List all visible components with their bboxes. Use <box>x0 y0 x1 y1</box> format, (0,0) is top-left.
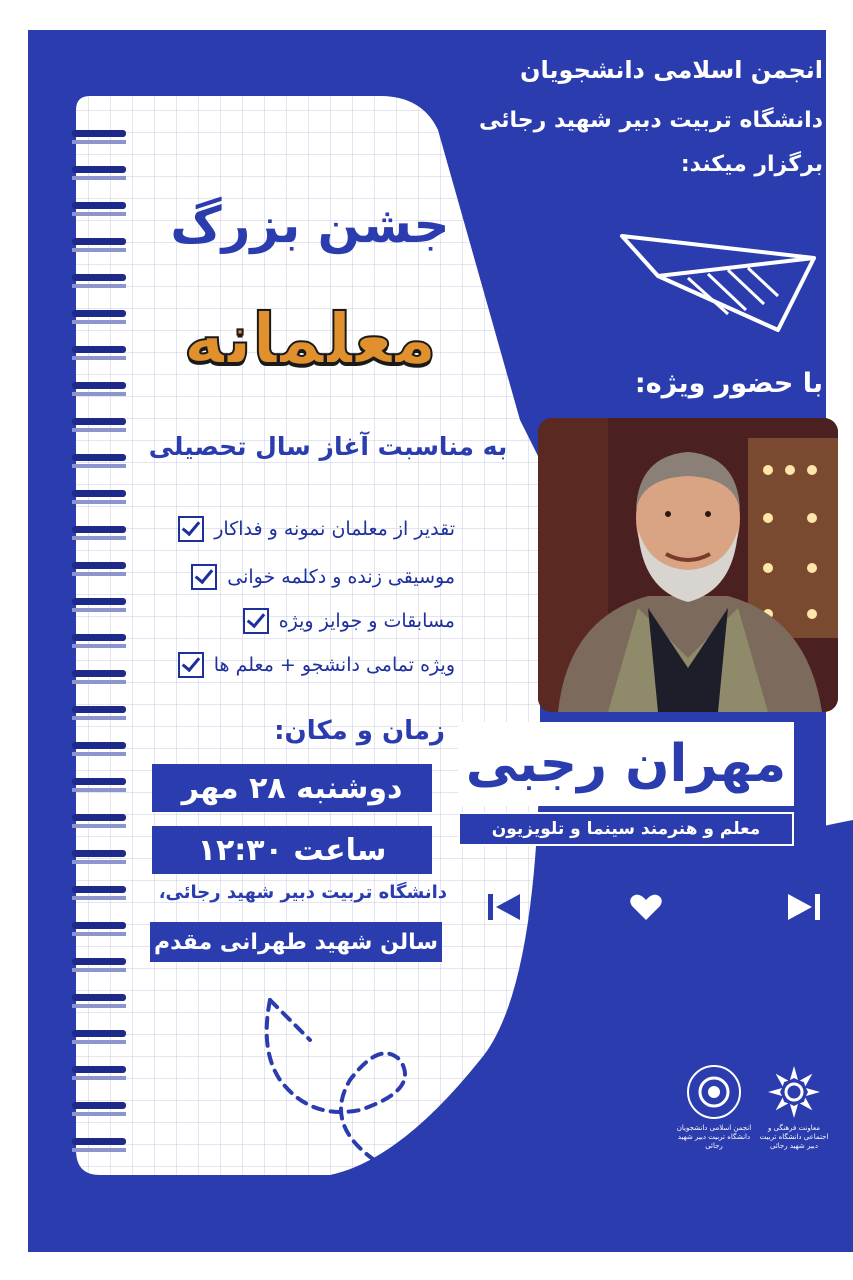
binding-ring-shadow <box>72 320 126 324</box>
feature-text: تقدیر از معلمان نمونه و فداکار <box>214 518 455 540</box>
event-hall: سالن شهید طهرانی مقدم <box>150 922 442 962</box>
binding-ring-shadow <box>72 1148 126 1152</box>
feature-text: ویژه تمامی دانشجو + معلم ها <box>213 654 455 676</box>
event-time: ساعت ۱۲:۳۰ <box>152 826 432 874</box>
binding-ring-shadow <box>72 284 126 288</box>
organizer-line-2: دانشگاه تربیت دبیر شهید رجائی <box>479 108 823 133</box>
guest-photo <box>538 418 838 712</box>
skip-back-icon <box>486 892 522 922</box>
feature-item <box>243 604 455 638</box>
occasion-text: به مناسبت آغاز سال تحصیلی <box>148 432 508 461</box>
title-line-2: معلمانه <box>183 298 437 380</box>
event-venue: دانشگاه تربیت دبیر شهید رجائی، <box>158 882 447 903</box>
binding-ring <box>72 958 126 965</box>
binding-ring-shadow <box>72 176 126 180</box>
organizer-line-3: برگزار میکند: <box>680 152 823 177</box>
feature-item <box>178 648 455 682</box>
student-association-logo-caption: انجمن اسلامی دانشجویان دانشگاه تربیت دبیر شهید رجائی <box>676 1124 752 1150</box>
checkbox-icon <box>243 608 269 634</box>
feature-text: مسابقات و جوایز ویژه <box>278 610 455 632</box>
binding-ring <box>72 850 126 857</box>
binding-ring-shadow <box>72 392 126 396</box>
binding-ring-shadow <box>72 860 126 864</box>
checkbox-icon <box>191 564 217 590</box>
binding-ring <box>72 526 126 533</box>
binding-ring-shadow <box>72 500 126 504</box>
binding-ring-shadow <box>72 572 126 576</box>
binding-ring-shadow <box>72 752 126 756</box>
binding-ring <box>72 778 126 785</box>
binding-ring <box>72 238 126 245</box>
binding-ring-shadow <box>72 896 126 900</box>
dashed-doodle <box>240 990 440 1180</box>
binding-ring <box>72 274 126 281</box>
binding-ring-shadow <box>72 1004 126 1008</box>
binding-ring-shadow <box>72 1040 126 1044</box>
binding-ring <box>72 1102 126 1109</box>
binding-ring-shadow <box>72 356 126 360</box>
skip-forward-icon <box>786 892 822 922</box>
binding-ring-shadow <box>72 464 126 468</box>
guest-name: مهران رجبی <box>465 734 787 794</box>
special-guest-label: با حضور ویژه: <box>634 368 823 399</box>
binding-ring <box>72 1030 126 1037</box>
binding-ring <box>72 598 126 605</box>
binding-ring-shadow <box>72 824 126 828</box>
binding-ring <box>72 382 126 389</box>
binding-ring-shadow <box>72 680 126 684</box>
binding-ring <box>72 562 126 569</box>
binding-ring-shadow <box>72 644 126 648</box>
binding-ring-shadow <box>72 716 126 720</box>
guest-title-box <box>458 812 794 846</box>
cultural-affairs-logo <box>756 1064 832 1151</box>
binding-ring <box>72 418 126 425</box>
binding-ring <box>72 742 126 749</box>
binding-ring <box>72 490 126 497</box>
binding-ring <box>72 166 126 173</box>
binding-ring-shadow <box>72 212 126 216</box>
time-place-label: زمان و مکان: <box>274 716 445 746</box>
binding-ring-shadow <box>72 968 126 972</box>
binding-ring-shadow <box>72 788 126 792</box>
event-date: دوشنبه ۲۸ مهر <box>152 764 432 812</box>
guest-title: معلم و هنرمند سینما و تلویزیون <box>491 819 761 839</box>
title-line-1: جشن بزرگ <box>170 196 450 254</box>
cultural-affairs-logo-caption: معاونت فرهنگی و اجتماعی دانشگاه تربیت دبیر شهید رجائی <box>759 1124 829 1150</box>
binding-ring-shadow <box>72 932 126 936</box>
student-association-logo <box>676 1064 752 1151</box>
checkbox-icon <box>178 652 204 678</box>
binding-ring-shadow <box>72 608 126 612</box>
binding-ring <box>72 670 126 677</box>
binding-ring-shadow <box>72 248 126 252</box>
binding-ring <box>72 706 126 713</box>
feature-item <box>191 560 455 594</box>
feature-item <box>178 512 455 546</box>
checkbox-icon <box>178 516 204 542</box>
guest-name-box <box>458 722 794 806</box>
paper-plane-icon <box>618 218 818 338</box>
organizer-line-1: انجمن اسلامی دانشجویان <box>520 56 823 84</box>
binding-ring <box>72 1138 126 1145</box>
binding-ring-shadow <box>72 140 126 144</box>
binding-ring <box>72 310 126 317</box>
binding-ring-shadow <box>72 1076 126 1080</box>
binding-ring <box>72 814 126 821</box>
feature-text: موسیقی زنده و دکلمه خوانی <box>227 566 455 588</box>
heart-icon <box>628 892 664 922</box>
binding-ring <box>72 994 126 1001</box>
binding-ring-shadow <box>72 536 126 540</box>
binding-ring-shadow <box>72 1112 126 1116</box>
binding-ring <box>72 634 126 641</box>
binding-ring <box>72 130 126 137</box>
binding-ring <box>72 202 126 209</box>
binding-ring <box>72 346 126 353</box>
binding-ring <box>72 886 126 893</box>
binding-ring <box>72 1066 126 1073</box>
binding-ring <box>72 922 126 929</box>
